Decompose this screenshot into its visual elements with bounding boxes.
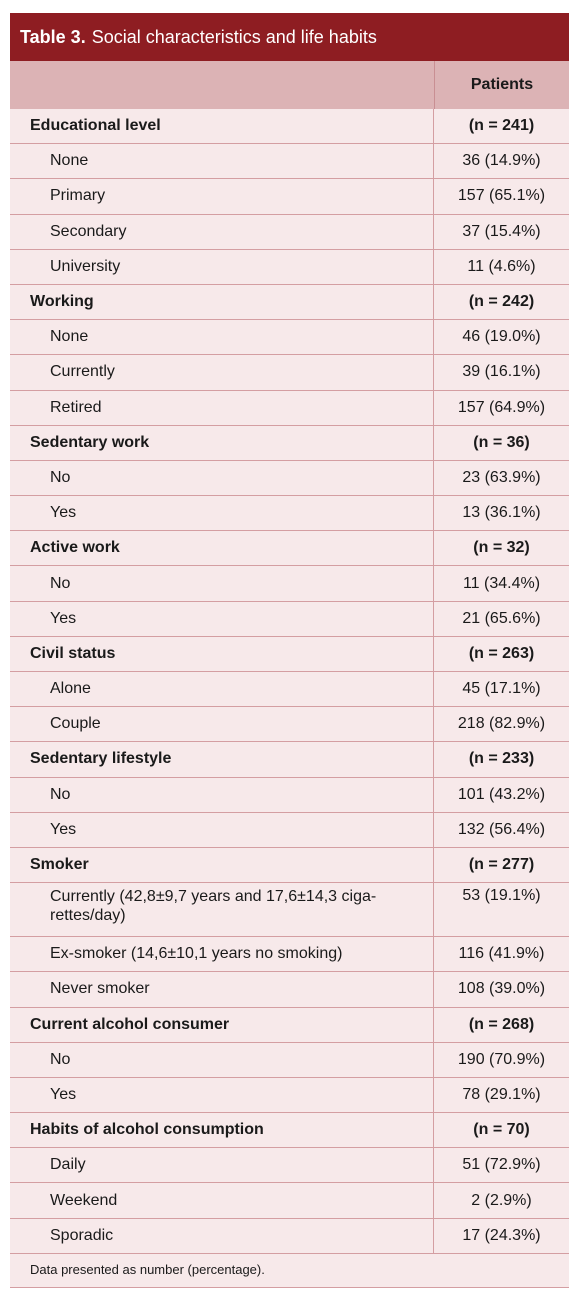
row-label: None (10, 320, 434, 354)
row-value: 132 (56.4%) (457, 820, 546, 838)
group-label: Habits of alcohol consumption (10, 1113, 434, 1147)
row-label: Yes (10, 1078, 434, 1112)
table-group-row (10, 1008, 569, 1043)
row-value: 2 (2.9%) (471, 1191, 532, 1209)
row-label: Currently (42,8±9,7 years and 17,6±14,3 ciga-rettes/day) (10, 883, 434, 936)
group-label: Sedentary work (10, 426, 434, 460)
table-group-row (10, 426, 569, 461)
row-label: Yes (10, 813, 434, 847)
row-label: Never smoker (10, 972, 434, 1006)
table-row (10, 672, 569, 707)
table-row (10, 144, 569, 179)
row-value: 39 (16.1%) (462, 363, 541, 381)
row-value: 157 (65.1%) (457, 187, 546, 205)
table-row (10, 778, 569, 813)
group-count: (n = 32) (473, 539, 530, 557)
row-label: Yes (10, 496, 434, 530)
row-label: No (10, 1043, 434, 1077)
table-row (10, 707, 569, 742)
row-label: Weekend (10, 1183, 434, 1217)
table-group-row (10, 109, 569, 144)
table-row (10, 461, 569, 496)
table-row (10, 496, 569, 531)
table-title-bar (10, 13, 569, 61)
row-value: 21 (65.6%) (462, 609, 541, 627)
table-group-row (10, 742, 569, 777)
table-group-row (10, 848, 569, 883)
group-label: Civil status (10, 637, 434, 671)
header-patients: Patients (470, 76, 534, 93)
group-count: (n = 277) (468, 856, 535, 874)
row-value: 108 (39.0%) (457, 980, 546, 998)
row-value: 23 (63.9%) (462, 468, 541, 486)
group-count: (n = 233) (468, 750, 535, 768)
table-group-row (10, 285, 569, 320)
row-label: Ex-smoker (14,6±10,1 years no smoking) (10, 937, 434, 971)
row-value: 17 (24.3%) (462, 1226, 541, 1244)
table-row (10, 215, 569, 250)
row-value: 78 (29.1%) (462, 1085, 541, 1103)
table-row (10, 813, 569, 848)
row-value: 11 (4.6%) (467, 257, 536, 275)
table-row (10, 250, 569, 285)
table-row (10, 391, 569, 426)
group-label: Educational level (10, 109, 434, 143)
group-count: (n = 263) (468, 644, 535, 662)
row-label: Currently (10, 355, 434, 389)
table-header-row (10, 61, 569, 109)
table-row (10, 1183, 569, 1218)
table-row (10, 937, 569, 972)
row-label: Couple (10, 707, 434, 741)
table-row (10, 883, 569, 937)
group-count: (n = 268) (468, 1015, 535, 1033)
table-group-row (10, 637, 569, 672)
group-count: (n = 36) (473, 433, 530, 451)
group-label: Smoker (10, 848, 434, 882)
row-value: 51 (72.9%) (462, 1156, 541, 1174)
row-label: Retired (10, 391, 434, 425)
group-count: (n = 241) (468, 117, 535, 135)
group-label: Active work (10, 531, 434, 565)
table-row (10, 1219, 569, 1254)
header-blank-cell (10, 61, 435, 109)
row-label: University (10, 250, 434, 284)
table-group-row (10, 1113, 569, 1148)
table-row (10, 1078, 569, 1113)
table-body (10, 109, 569, 1254)
row-label: Sporadic (10, 1219, 434, 1253)
data-table (10, 13, 569, 1288)
table-row (10, 179, 569, 214)
table-row (10, 1148, 569, 1183)
table-row (10, 602, 569, 637)
row-value: 45 (17.1%) (462, 680, 541, 698)
group-count: (n = 70) (473, 1121, 530, 1139)
row-label: None (10, 144, 434, 178)
table-row (10, 972, 569, 1007)
row-value: 46 (19.0%) (462, 328, 541, 346)
row-value: 157 (64.9%) (457, 398, 546, 416)
table-row (10, 566, 569, 601)
row-value: 11 (34.4%) (462, 574, 541, 592)
table-footnote: Data presented as number (percentage). (10, 1254, 569, 1288)
group-label: Sedentary lifestyle (10, 742, 434, 776)
table-row (10, 355, 569, 390)
table-group-row (10, 531, 569, 566)
table-row (10, 320, 569, 355)
group-label: Working (10, 285, 434, 319)
row-value: 218 (82.9%) (457, 715, 546, 733)
table-title: Social characteristics and life habits (91, 26, 377, 47)
row-value: 36 (14.9%) (462, 152, 541, 170)
row-label: Yes (10, 602, 434, 636)
row-value: 101 (43.2%) (457, 785, 546, 803)
row-label: Daily (10, 1148, 434, 1182)
row-value: 37 (15.4%) (462, 222, 541, 240)
row-label: No (10, 778, 434, 812)
row-value: 116 (41.9%) (458, 945, 545, 963)
table-number: Table 3. (20, 26, 86, 47)
group-label: Current alcohol consumer (10, 1008, 434, 1042)
row-label: Secondary (10, 215, 434, 249)
row-value: 190 (70.9%) (457, 1050, 546, 1068)
row-value: 53 (19.1%) (462, 887, 541, 905)
table-row (10, 1043, 569, 1078)
row-value: 13 (36.1%) (462, 504, 541, 522)
row-label: No (10, 461, 434, 495)
row-label: No (10, 566, 434, 600)
group-count: (n = 242) (468, 293, 535, 311)
row-label: Primary (10, 179, 434, 213)
row-label: Alone (10, 672, 434, 706)
